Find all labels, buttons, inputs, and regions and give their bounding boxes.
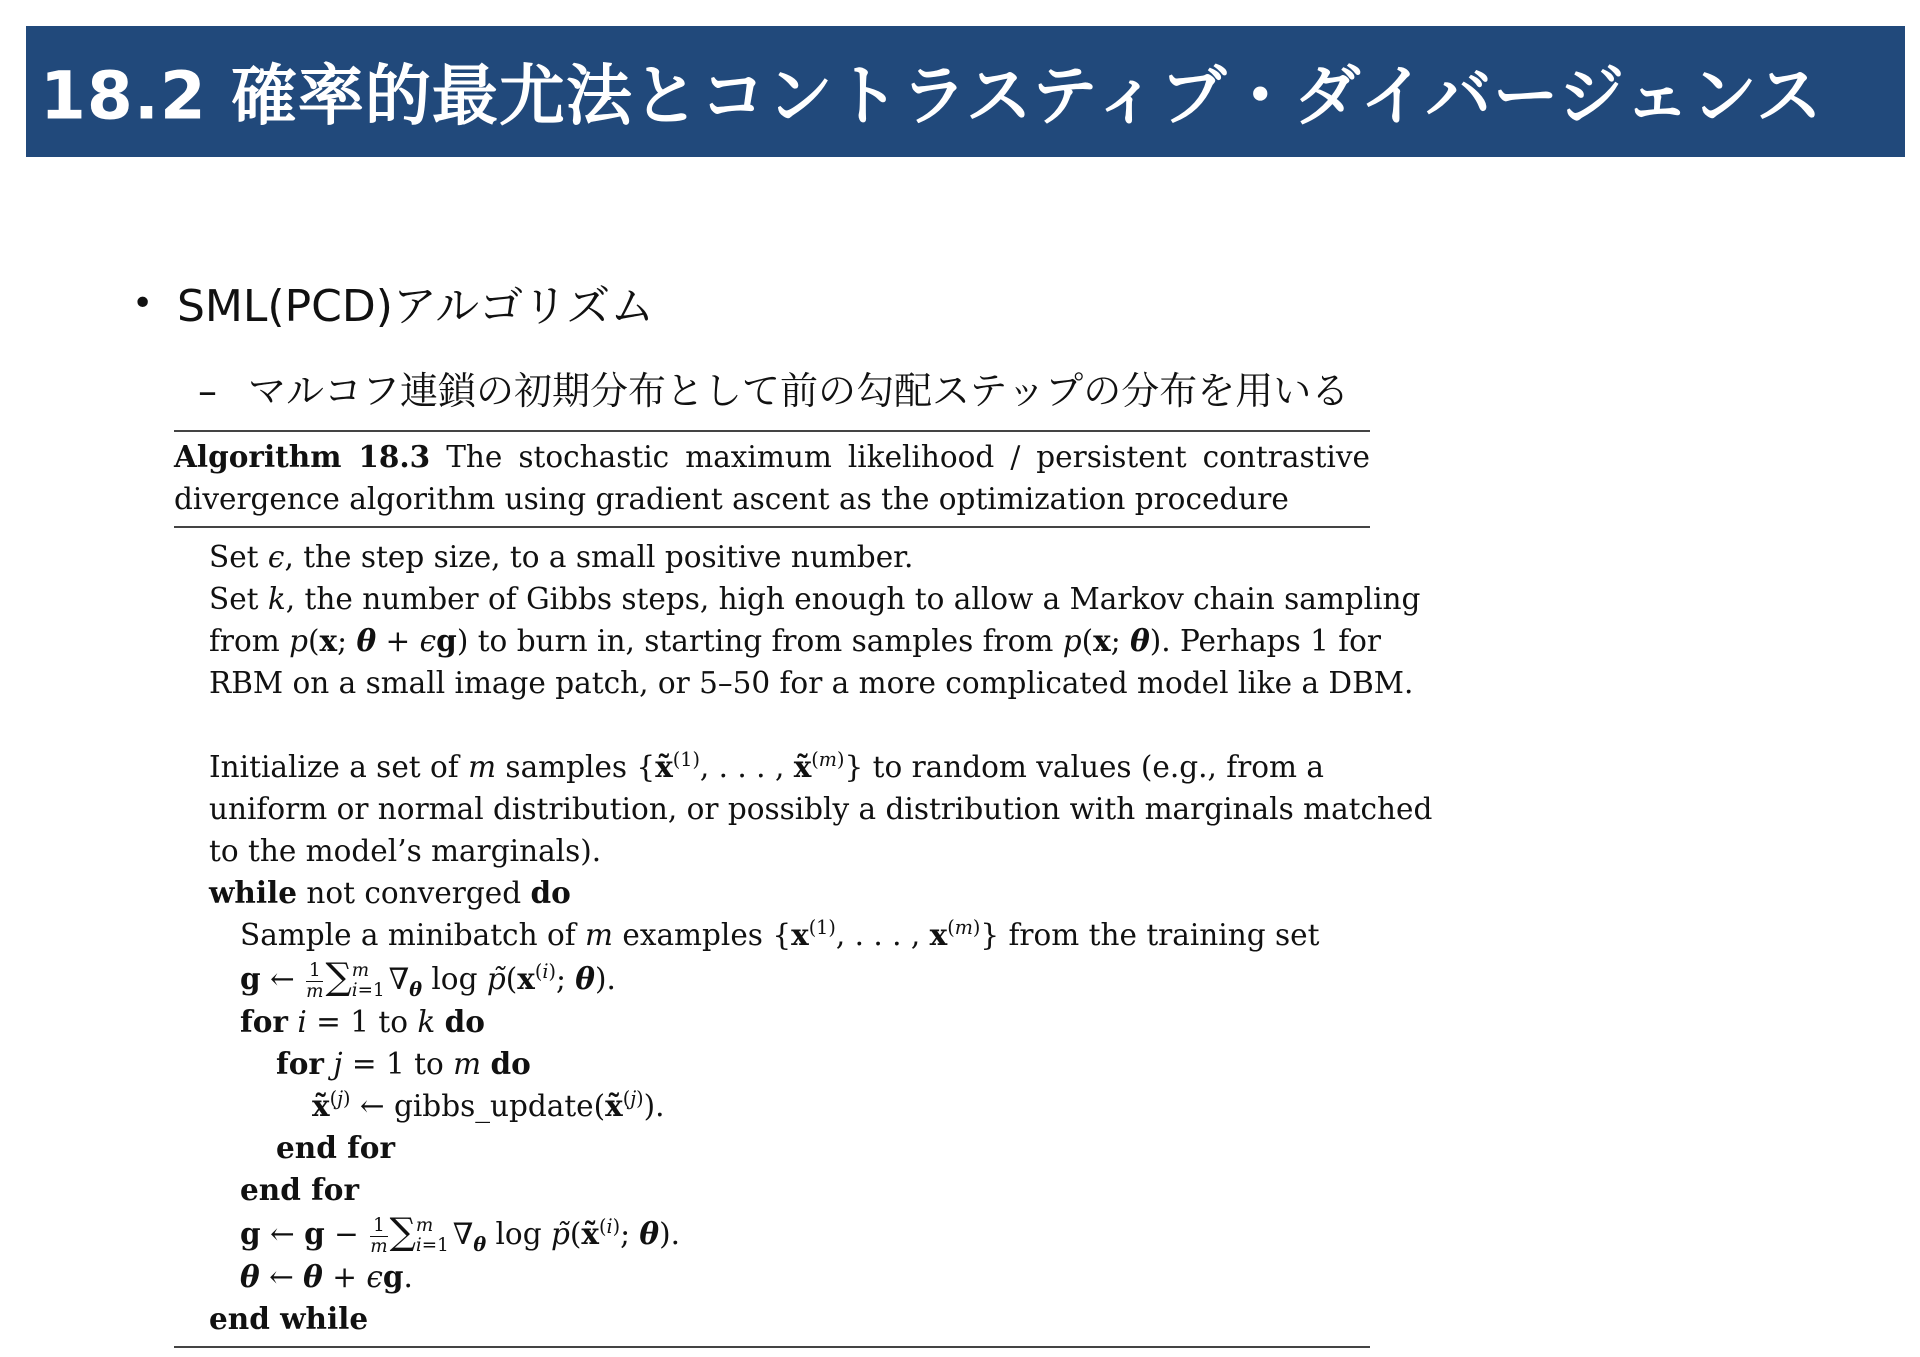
algorithm-caption [174, 432, 1370, 526]
algo-line-step-size: Set ϵ, the step size, to a small positive number. [209, 540, 914, 574]
sub-bullet-item [198, 360, 1349, 415]
algo-line-initialize: Initialize a set of m samples {x̃$^{(1)}$, . . . , x̃$^{(m)}$} to random values (e.g., from a [209, 748, 1324, 784]
algo-line-gibbs-update: x̃$^{(j)}$ ← gibbs_update(x̃$^{(j)}$). [312, 1087, 665, 1124]
algorithm-box [174, 430, 1433, 1348]
algorithm-body [174, 528, 1433, 1346]
algo-line-end-while: end while [209, 1301, 369, 1337]
algo-line-burn-in: from p(x; θ + ϵg) to burn in, starting from samples from p(x; θ). Perhaps 1 for [209, 623, 1382, 658]
algo-line-gibbs-k: Set k, the number of Gibbs steps, high enough to allow a Markov chain sampling [209, 582, 1421, 616]
algo-line-rbm: RBM on a small image patch, or 5–50 for a more complicated model like a DBM. [209, 666, 1414, 700]
algo-line-marginals: to the model’s marginals). [209, 834, 602, 868]
bottom-rule [174, 1346, 1370, 1348]
algo-line-sample-minibatch: Sample a minibatch of m examples {$x^{(1)}$, . . . , $x^{(m)}$} from the training set [240, 916, 1320, 952]
algo-line-theta-update: θ ← θ + ϵg. [240, 1259, 413, 1295]
algo-line-end-for-outer: end for [240, 1172, 360, 1208]
bullet-item [132, 270, 654, 334]
algo-line-gradient-update: g ← g − $\frac{1}{m}$ ∑ m i=1 $\nabla_\theta$ log p̃(x̃$^{(i)}$; θ). [240, 1210, 680, 1257]
algo-line-end-for-inner: end for [276, 1130, 396, 1166]
algorithm-label: Algorithm 18.3 [174, 439, 431, 474]
algo-line-gradient: g ← $\frac{1}{m}$ ∑ m i=1 $\nabla_\theta$ $\log p̃(x^{(i)}$; θ). [240, 955, 616, 1002]
caption-line-1: The stochastic maximum likelihood / persistent contrastive [446, 440, 1370, 474]
bullet-text: SML(PCD)アルゴリズム [177, 281, 655, 332]
sub-bullet-text: マルコフ連鎖の初期分布として前の勾配ステップの分布を用いる [248, 369, 1350, 413]
bullet-marker: • [132, 283, 154, 324]
algo-line-while: while not converged do [209, 875, 571, 910]
algo-line-for-j: for j = 1 to m do [276, 1046, 531, 1082]
algo-line-distribution: uniform or normal distribution, or possibly a distribution with marginals matched [209, 792, 1433, 826]
title-bar [26, 26, 1905, 157]
page-title: 18.2 確率的最尤法とコントラスティブ・ダイバージェンス [40, 57, 1823, 135]
algo-line-for-i: for i = 1 to k do [240, 1004, 485, 1040]
caption-line-2: divergence algorithm using gradient ascent as the optimization procedure [174, 482, 1289, 516]
sub-bullet-marker: – [198, 369, 217, 413]
